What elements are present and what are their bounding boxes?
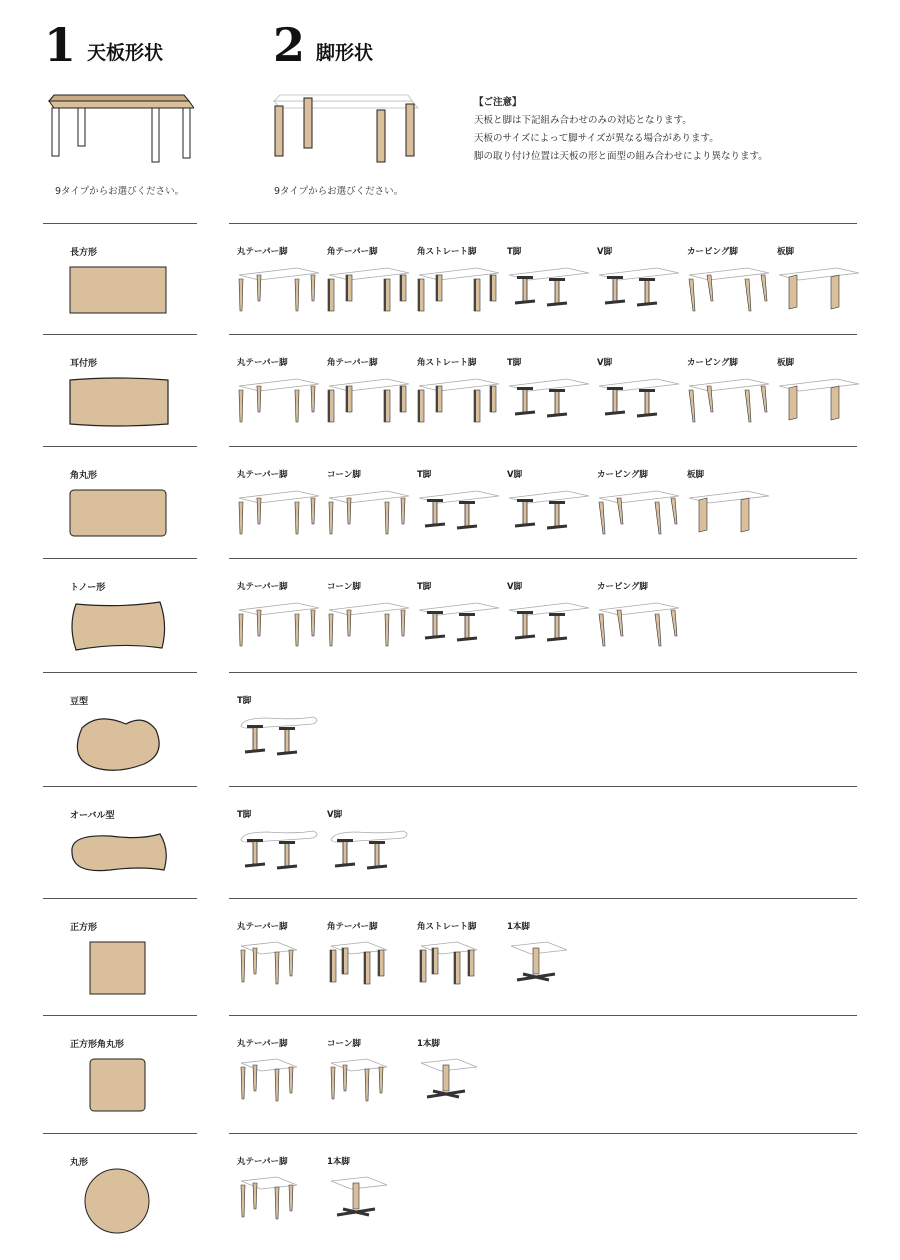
row-divider — [229, 898, 857, 899]
leg-label: V脚 — [507, 470, 523, 480]
t-leg-icon[interactable] — [417, 598, 499, 650]
row-divider — [229, 558, 857, 559]
tonneau-top-icon[interactable] — [70, 602, 170, 654]
leg-label: カーピング脚 — [687, 358, 738, 368]
leg-label: T脚 — [507, 358, 522, 368]
step1-caption: 9タイプからお選びください。 — [55, 186, 185, 197]
row-divider — [43, 1015, 197, 1016]
leg-label: 角ストレート脚 — [417, 358, 477, 368]
row-divider — [43, 334, 197, 335]
shape-label: 正方形 — [70, 923, 98, 933]
leg-label: 角テーパー脚 — [327, 247, 378, 257]
step1-title: 天板形状 — [87, 42, 164, 64]
oval-top-icon[interactable] — [70, 830, 170, 878]
cone-leg-icon[interactable] — [327, 486, 409, 538]
rounded-rectangle-top-icon[interactable] — [70, 490, 168, 540]
notice-line: 脚の取り付け位置は天板の形と面型の組み合わせにより異なります。 — [474, 151, 768, 162]
pedestal-leg-icon[interactable] — [327, 1173, 393, 1225]
live-edge-top-icon[interactable] — [70, 378, 170, 430]
notice-heading: 【ご注意】 — [474, 97, 522, 108]
row-divider — [43, 223, 197, 224]
leg-label: 1本脚 — [417, 1039, 440, 1049]
curving-leg-icon[interactable] — [597, 486, 679, 538]
step2-number: 2 — [273, 18, 306, 72]
leg-label: T脚 — [237, 696, 252, 706]
leg-label: 丸テーパー脚 — [237, 1039, 288, 1049]
shape-label: 豆型 — [70, 697, 89, 707]
v-leg-icon[interactable] — [507, 598, 589, 650]
row-divider — [43, 672, 197, 673]
round-taper-leg-icon[interactable] — [237, 1055, 303, 1107]
row-divider — [43, 446, 197, 447]
row-divider — [43, 558, 197, 559]
leg-label: 角テーパー脚 — [327, 922, 378, 932]
v-leg-icon[interactable] — [507, 486, 589, 538]
step1-number: 1 — [44, 18, 77, 72]
shape-label: オーバル型 — [70, 811, 115, 821]
square-straight-leg-icon[interactable] — [417, 263, 499, 315]
leg-label: 板脚 — [777, 358, 795, 368]
shape-label: 正方形角丸形 — [70, 1040, 125, 1050]
leg-label: 1本脚 — [327, 1157, 350, 1167]
row-divider — [43, 786, 197, 787]
row-divider — [43, 898, 197, 899]
leg-label: 丸テーパー脚 — [237, 922, 288, 932]
leg-label: 板脚 — [687, 470, 705, 480]
curving-leg-icon[interactable] — [687, 263, 769, 315]
leg-label: T脚 — [417, 470, 432, 480]
round-taper-leg-icon[interactable] — [237, 486, 319, 538]
leg-label: カーピング脚 — [597, 582, 648, 592]
row-divider — [229, 672, 857, 673]
step2-title: 脚形状 — [316, 42, 374, 64]
row-divider — [43, 1133, 197, 1134]
leg-label: カーピング脚 — [687, 247, 738, 257]
leg-label: 丸テーパー脚 — [237, 358, 288, 368]
pedestal-leg-icon[interactable] — [417, 1055, 483, 1107]
leg-label: V脚 — [327, 810, 343, 820]
panel-leg-icon[interactable] — [777, 374, 859, 426]
leg-label: 角テーパー脚 — [327, 358, 378, 368]
pedestal-leg-icon[interactable] — [507, 938, 573, 990]
v-leg-icon[interactable] — [327, 826, 409, 878]
leg-label: コーン脚 — [327, 470, 361, 480]
row-divider — [229, 446, 857, 447]
t-leg-icon[interactable] — [507, 374, 589, 426]
row-divider — [229, 786, 857, 787]
square-top-icon[interactable] — [90, 942, 147, 998]
notice-line: 天板と脚は下記組み合わせのみの対応となります。 — [474, 115, 692, 126]
round-top-icon[interactable] — [85, 1169, 151, 1237]
row-divider — [229, 334, 857, 335]
leg-label: 丸テーパー脚 — [237, 470, 288, 480]
leg-label: V脚 — [597, 247, 613, 257]
shape-label: 長方形 — [70, 248, 98, 258]
leg-label: T脚 — [507, 247, 522, 257]
leg-label: V脚 — [507, 582, 523, 592]
round-taper-leg-icon[interactable] — [237, 263, 319, 315]
shape-label: 耳付形 — [70, 359, 98, 369]
leg-label: コーン脚 — [327, 582, 361, 592]
square-straight-leg-icon[interactable] — [417, 938, 483, 990]
square-taper-leg-icon[interactable] — [327, 938, 393, 990]
round-taper-leg-icon[interactable] — [237, 938, 303, 990]
t-leg-icon[interactable] — [237, 712, 319, 764]
round-taper-leg-icon[interactable] — [237, 374, 319, 426]
leg-label: 丸テーパー脚 — [237, 247, 288, 257]
leg-label: V脚 — [597, 358, 613, 368]
square-taper-leg-icon[interactable] — [327, 263, 409, 315]
t-leg-icon[interactable] — [507, 263, 589, 315]
rectangle-top-icon[interactable] — [70, 267, 168, 317]
row-divider — [229, 1015, 857, 1016]
leg-label: カーピング脚 — [597, 470, 648, 480]
row-divider — [229, 223, 857, 224]
curving-leg-icon[interactable] — [687, 374, 769, 426]
cone-leg-icon[interactable] — [327, 598, 409, 650]
rounded-square-top-icon[interactable] — [90, 1059, 147, 1115]
t-leg-icon[interactable] — [417, 486, 499, 538]
leg-label: 角ストレート脚 — [417, 247, 477, 257]
panel-leg-icon[interactable] — [687, 486, 769, 538]
notice-line: 天板のサイズによって脚サイズが異なる場合があります。 — [474, 133, 719, 144]
round-taper-leg-icon[interactable] — [237, 598, 319, 650]
square-taper-leg-icon[interactable] — [327, 374, 409, 426]
table-top-illustration — [44, 92, 194, 166]
shape-label: 丸形 — [70, 1158, 89, 1168]
t-leg-icon[interactable] — [237, 826, 319, 878]
shape-label: トノー形 — [70, 583, 106, 593]
notice — [474, 94, 768, 166]
leg-label: 丸テーパー脚 — [237, 1157, 288, 1167]
leg-illustration — [272, 92, 422, 166]
step2-caption: 9タイプからお選びください。 — [274, 186, 404, 197]
v-leg-icon[interactable] — [597, 374, 679, 426]
panel-leg-icon[interactable] — [777, 263, 859, 315]
leg-label: コーン脚 — [327, 1039, 361, 1049]
shape-label: 角丸形 — [70, 471, 98, 481]
cone-leg-icon[interactable] — [327, 1055, 393, 1107]
square-straight-leg-icon[interactable] — [417, 374, 499, 426]
leg-label: T脚 — [237, 810, 252, 820]
v-leg-icon[interactable] — [597, 263, 679, 315]
row-divider — [229, 1133, 857, 1134]
leg-label: 丸テーパー脚 — [237, 582, 288, 592]
curving-leg-icon[interactable] — [597, 598, 679, 650]
leg-label: T脚 — [417, 582, 432, 592]
round-taper-leg-icon[interactable] — [237, 1173, 303, 1225]
leg-label: 板脚 — [777, 247, 795, 257]
leg-label: 1本脚 — [507, 922, 530, 932]
leg-label: 角ストレート脚 — [417, 922, 477, 932]
bean-top-icon[interactable] — [74, 716, 168, 776]
